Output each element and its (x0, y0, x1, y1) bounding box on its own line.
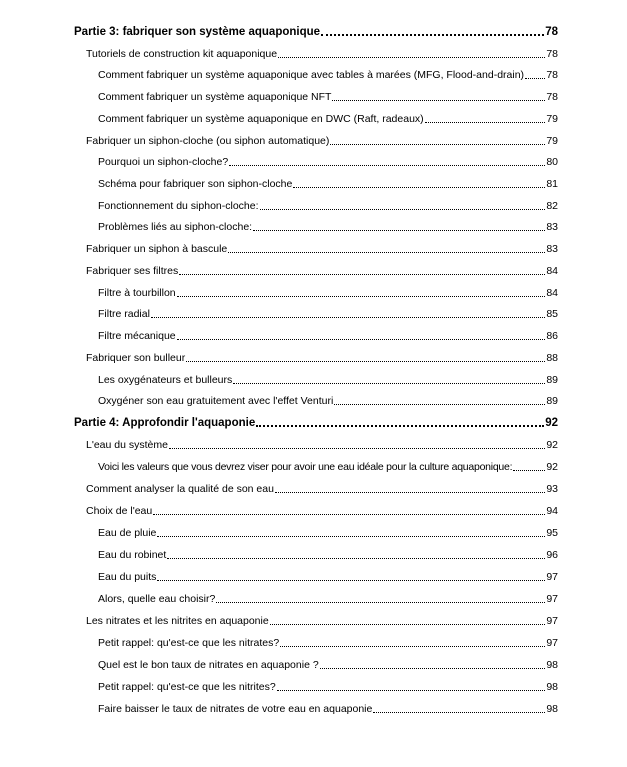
toc-entry-part-4[interactable] (0, 414, 627, 432)
toc-entry[interactable] (0, 45, 627, 63)
toc-entry-page: 80 (546, 156, 558, 168)
toc-entry-page: 78 (545, 26, 558, 38)
toc-entry-page: 82 (546, 199, 558, 212)
toc-entry-label: Comment fabriquer un système aquaponique en DWC (Raft, radeaux) (98, 113, 424, 125)
toc-entry-label: Les nitrates et les nitrites en aquaponie (86, 615, 269, 627)
toc-entry[interactable] (0, 568, 627, 586)
dot-leader (277, 686, 546, 691)
toc-entry-page: 78 (546, 91, 558, 103)
toc-entry-label: Comment fabriquer un système aquaponique NFT (98, 91, 332, 103)
toc-entry-page: 92 (545, 417, 558, 429)
toc-entry[interactable] (0, 66, 627, 84)
dot-leader (278, 53, 545, 58)
dot-leader (260, 205, 546, 210)
toc-entry-label: Filtre à tourbillon (98, 286, 176, 299)
toc-entry-label: Faire baisser le taux de nitrates de votre eau en aquaponie (98, 703, 373, 715)
toc-entry-label: Voici les valeurs que vous devrez viser pour avoir une eau idéale pour la culture aquaponique: (98, 461, 513, 473)
toc-entry-part-3[interactable] (0, 23, 627, 41)
toc-entry-page: 98 (546, 659, 558, 671)
toc-entry-page: 95 (546, 527, 558, 539)
dot-leader (157, 532, 545, 537)
toc-entry-page: 96 (546, 549, 558, 561)
dot-leader (229, 161, 545, 166)
toc-entry-page: 78 (546, 47, 558, 60)
dot-leader (157, 576, 545, 581)
dot-leader (275, 488, 545, 493)
toc-entry[interactable] (0, 524, 627, 542)
toc-entry[interactable] (0, 153, 627, 171)
toc-entry-page: 92 (546, 439, 558, 451)
dot-leader (216, 598, 545, 603)
dot-leader (233, 379, 545, 384)
toc-entry[interactable] (0, 590, 627, 608)
toc-entry[interactable] (0, 132, 627, 150)
toc-entry[interactable] (0, 700, 627, 718)
dot-leader (425, 118, 546, 123)
toc-entry-page: 86 (546, 330, 558, 342)
toc-entry[interactable] (0, 197, 627, 215)
toc-entry-label: Problèmes liés au siphon-cloche: (98, 221, 253, 233)
toc-entry-label: Fabriquer ses filtres (86, 265, 179, 277)
toc-entry-label: Eau du robinet (98, 549, 167, 561)
toc-entry-label: Les oxygénateurs et bulleurs (98, 373, 233, 386)
toc-entry[interactable] (0, 480, 627, 498)
toc-entry-page: 97 (546, 593, 558, 605)
toc-entry-label: Petit rappel: qu'est-ce que les nitrates? (98, 637, 280, 649)
toc-entry-label: Comment analyser la qualité de son eau (86, 483, 274, 495)
toc-entry-page: 98 (546, 681, 558, 693)
toc-entry-label: Fabriquer un siphon-cloche (ou siphon automatique) (86, 134, 330, 147)
toc-entry[interactable] (0, 327, 627, 345)
toc-entry-label: Pourquoi un siphon-cloche? (98, 156, 229, 168)
toc-entry[interactable] (0, 678, 627, 696)
dot-leader (330, 140, 545, 145)
toc-entry-page: 79 (546, 134, 558, 147)
toc-entry-page: 85 (546, 308, 558, 320)
dot-leader (373, 708, 545, 713)
toc-entry-page: 89 (546, 373, 558, 386)
dot-leader (334, 400, 545, 405)
toc-entry[interactable] (0, 392, 627, 410)
toc-entry-label: Eau de pluie (98, 527, 157, 539)
toc-entry-page: 97 (546, 571, 558, 583)
toc-entry-label: Alors, quelle eau choisir? (98, 593, 216, 605)
dot-leader (179, 270, 545, 275)
dot-leader (320, 664, 546, 669)
toc-entry-label: Oxygéner son eau gratuitement avec l'effet Venturi (98, 395, 334, 407)
toc-entry[interactable] (0, 436, 627, 454)
dot-leader (293, 183, 545, 188)
toc-entry[interactable] (0, 240, 627, 258)
toc-entry-label: Schéma pour fabriquer son siphon-cloche (98, 178, 293, 190)
dot-leader (256, 421, 544, 427)
toc-entry[interactable] (0, 502, 627, 520)
toc-entry[interactable] (0, 110, 627, 128)
toc-entry-page: 93 (546, 483, 558, 495)
toc-entry-label: L'eau du système (86, 439, 168, 451)
toc-entry-page: 92 (546, 461, 558, 473)
dot-leader (228, 248, 545, 253)
toc-entry-page: 84 (546, 286, 558, 299)
toc-entry-page: 84 (546, 265, 558, 277)
dot-leader (153, 510, 545, 515)
toc-entry[interactable] (0, 88, 627, 106)
toc-entry-page: 81 (546, 178, 558, 190)
toc-entry-page: 79 (546, 113, 558, 125)
toc-entry[interactable] (0, 546, 627, 564)
dot-leader (167, 554, 545, 559)
dot-leader (513, 466, 545, 471)
dot-leader (321, 30, 544, 36)
toc-entry-page: 89 (546, 395, 558, 407)
toc-entry-page: 97 (546, 637, 558, 649)
toc-entry-label: Partie 4: Approfondir l'aquaponie (74, 417, 256, 429)
toc-entry-label: Fonctionnement du siphon-cloche: (98, 199, 259, 212)
toc-entry[interactable] (0, 218, 627, 236)
dot-leader (151, 313, 545, 318)
dot-leader (270, 620, 546, 625)
toc-entry[interactable] (0, 305, 627, 323)
toc-entry-page: 88 (546, 352, 558, 364)
toc-entry-label: Petit rappel: qu'est-ce que les nitrites? (98, 681, 276, 693)
dot-leader (253, 226, 545, 231)
toc-entry-label: Fabriquer son bulleur (86, 352, 186, 364)
toc-entry-label: Comment fabriquer un système aquaponique avec tables à marées (MFG, Flood-and-drain) (98, 69, 525, 81)
dot-leader (525, 74, 545, 79)
toc-entry[interactable] (0, 262, 627, 280)
toc-entry-label: Quel est le bon taux de nitrates en aquaponie ? (98, 659, 319, 671)
toc-entry[interactable] (0, 371, 627, 389)
toc-entry-page: 97 (546, 615, 558, 627)
dot-leader (280, 642, 545, 647)
toc-entry-label: Filtre mécanique (98, 330, 176, 342)
toc-entry-label: Choix de l'eau (86, 505, 153, 517)
toc-entry[interactable] (0, 284, 627, 302)
toc-entry-label: Filtre radial (98, 308, 150, 320)
toc-entry-page: 83 (546, 243, 558, 255)
toc-entry-page: 98 (546, 703, 558, 715)
dot-leader (177, 292, 546, 297)
toc-entry-label: Eau du puits (98, 571, 157, 583)
toc-entry-label: Partie 3: fabriquer son système aquaponique (74, 26, 321, 38)
toc-entry[interactable] (0, 458, 627, 476)
toc-entry[interactable] (0, 349, 627, 367)
toc-entry-label: Tutoriels de construction kit aquaponique (86, 47, 278, 60)
dot-leader (332, 96, 545, 101)
toc-entry[interactable] (0, 175, 627, 193)
toc-entry-label: Fabriquer un siphon à bascule (86, 243, 228, 255)
toc-entry-page: 83 (546, 221, 558, 233)
dot-leader (169, 444, 545, 449)
toc-entry[interactable] (0, 634, 627, 652)
toc-entry[interactable] (0, 612, 627, 630)
dot-leader (177, 335, 546, 340)
toc-entry-page: 94 (546, 505, 558, 517)
toc-entry[interactable] (0, 656, 627, 674)
dot-leader (186, 357, 545, 362)
toc-entry-page: 78 (546, 69, 558, 81)
